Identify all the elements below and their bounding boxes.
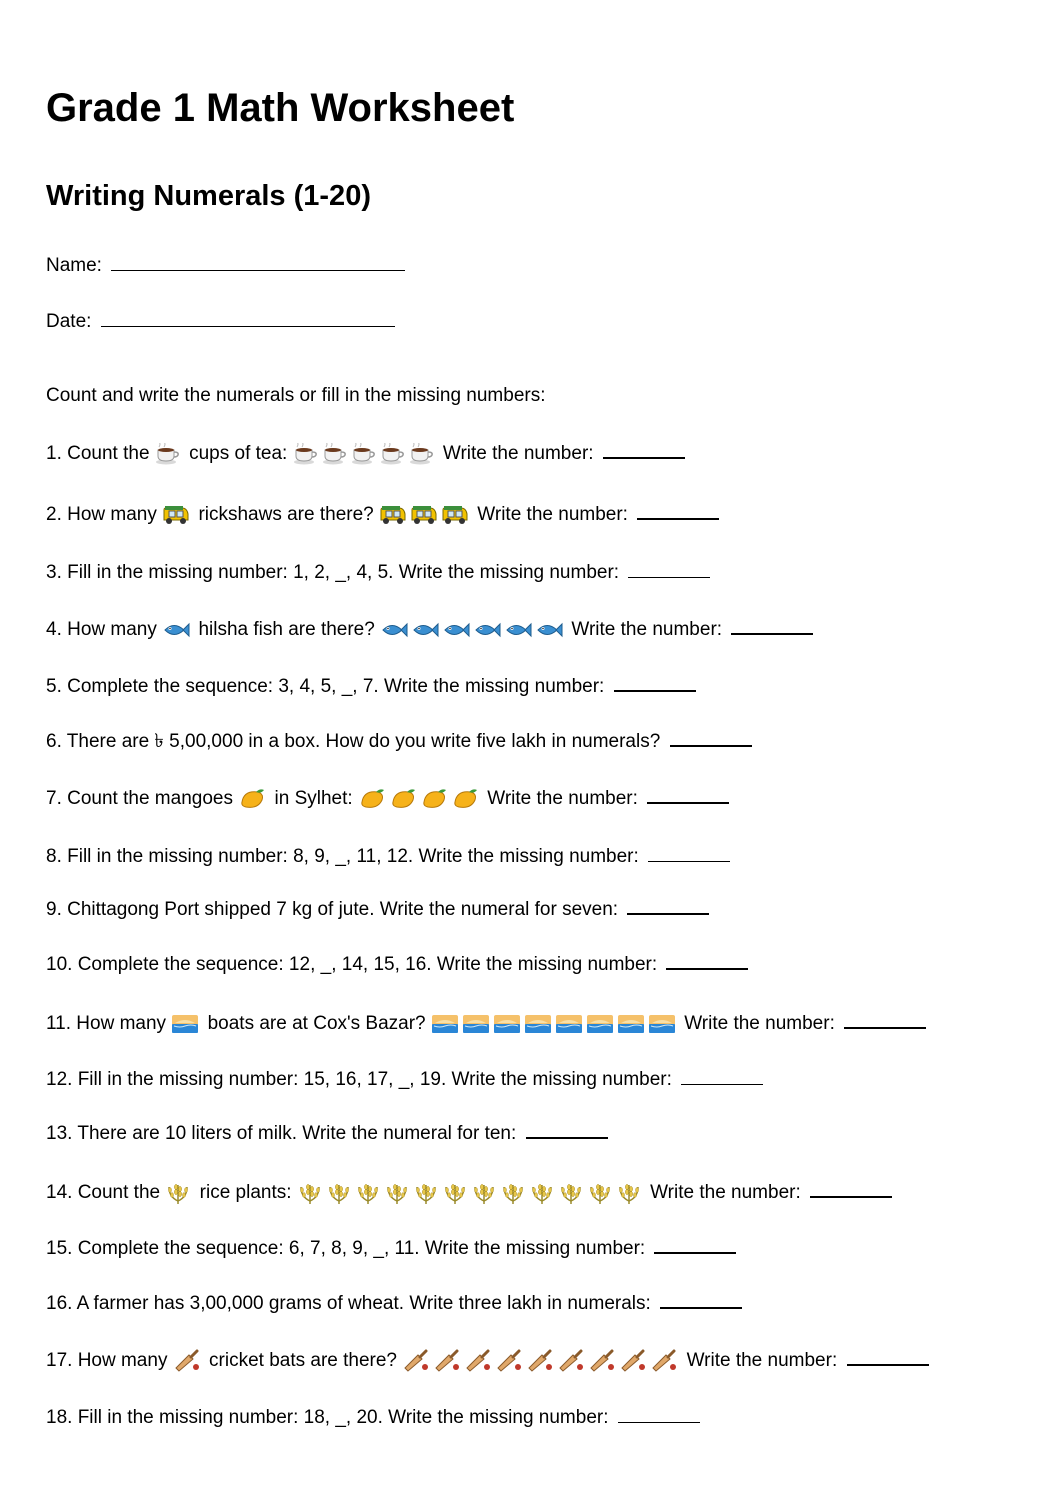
date-field-row bbox=[46, 309, 395, 335]
tea-cup-icon bbox=[380, 443, 406, 465]
fish-icon bbox=[380, 620, 408, 640]
question-text: 8. Fill in the missing number: 8, 9, _, 11, 12. Write the missing number: bbox=[46, 846, 639, 867]
rice-plant-icon bbox=[616, 1181, 642, 1205]
answer-blank[interactable] bbox=[627, 899, 709, 915]
question-4 bbox=[46, 617, 813, 643]
question-text: 18. Fill in the missing number: 18, _, 20. Write the missing number: bbox=[46, 1407, 609, 1428]
cricket-bat-icon bbox=[433, 1349, 461, 1373]
question-text-start: 11. How many bbox=[46, 1013, 167, 1035]
question-text-mid: rice plants: bbox=[199, 1182, 292, 1204]
question-14 bbox=[46, 1180, 892, 1206]
question-text: 12. Fill in the missing number: 15, 16, 17, _, 19. Write the missing number: bbox=[46, 1069, 672, 1090]
sunrise-boat-icon bbox=[171, 1013, 199, 1035]
date-field[interactable] bbox=[101, 310, 395, 327]
question-16 bbox=[46, 1291, 742, 1317]
fish-icon bbox=[442, 620, 470, 640]
fish-icon bbox=[535, 620, 563, 640]
question-10 bbox=[46, 952, 748, 978]
rice-plant-icon bbox=[297, 1181, 323, 1205]
answer-blank[interactable] bbox=[603, 443, 685, 459]
cricket-bat-icon bbox=[588, 1349, 616, 1373]
cricket-bat-icon bbox=[173, 1349, 201, 1373]
page-title: Grade 1 Math Worksheet bbox=[46, 86, 515, 130]
fish-icon bbox=[504, 620, 532, 640]
icon-group bbox=[431, 1011, 679, 1037]
icon-group bbox=[380, 617, 566, 643]
answer-blank[interactable] bbox=[660, 1293, 742, 1309]
sunrise-boat-icon bbox=[648, 1013, 676, 1035]
answer-blank[interactable] bbox=[844, 1013, 926, 1029]
auto-rickshaw-icon bbox=[162, 504, 190, 526]
question-text-mid: rickshaws are there? bbox=[198, 504, 374, 526]
question-8 bbox=[46, 844, 730, 870]
sunrise-boat-icon bbox=[493, 1013, 521, 1035]
question-text-mid: boats are at Cox's Bazar? bbox=[207, 1013, 426, 1035]
answer-blank[interactable] bbox=[614, 676, 696, 692]
sunrise-boat-icon bbox=[462, 1013, 490, 1035]
answer-blank[interactable] bbox=[731, 619, 813, 635]
answer-blank[interactable] bbox=[647, 788, 729, 804]
mango-icon bbox=[389, 788, 417, 810]
icon-group bbox=[358, 786, 482, 812]
question-text: 5. Complete the sequence: 3, 4, 5, _, 7. Write the missing number: bbox=[46, 676, 605, 697]
question-text: 10. Complete the sequence: 12, _, 14, 15, 16. Write the missing number: bbox=[46, 954, 658, 975]
question-text-start: 7. Count the mangoes bbox=[46, 788, 233, 810]
question-text-end: Write the number: bbox=[487, 788, 638, 810]
question-3 bbox=[46, 560, 710, 586]
question-text-start: 2. How many bbox=[46, 504, 157, 526]
name-label: Name: bbox=[46, 255, 102, 276]
rice-plant-icon bbox=[165, 1181, 191, 1205]
mango-icon bbox=[238, 788, 266, 810]
answer-blank[interactable] bbox=[654, 1238, 736, 1254]
answer-blank[interactable] bbox=[681, 1070, 763, 1085]
instructions: Count and write the numerals or fill in the missing numbers: bbox=[46, 385, 546, 406]
rice-plant-icon bbox=[500, 1181, 526, 1205]
date-label: Date: bbox=[46, 311, 92, 332]
cricket-bat-icon bbox=[526, 1349, 554, 1373]
question-text-start: 1. Count the bbox=[46, 443, 150, 465]
answer-blank[interactable] bbox=[648, 847, 730, 862]
cricket-bat-icon bbox=[557, 1349, 585, 1373]
rice-plant-icon bbox=[355, 1181, 381, 1205]
question-text: 16. A farmer has 3,00,000 grams of wheat. Write three lakh in numerals: bbox=[46, 1293, 651, 1314]
sunrise-boat-icon bbox=[586, 1013, 614, 1035]
answer-blank[interactable] bbox=[526, 1123, 608, 1139]
fish-icon bbox=[473, 620, 501, 640]
mango-icon bbox=[358, 788, 386, 810]
auto-rickshaw-icon bbox=[379, 504, 407, 526]
answer-blank[interactable] bbox=[847, 1350, 929, 1366]
question-text-start: 4. How many bbox=[46, 619, 157, 641]
question-11 bbox=[46, 1011, 926, 1037]
rice-plant-icon bbox=[529, 1181, 555, 1205]
rice-plant-icon bbox=[413, 1181, 439, 1205]
question-text: 3. Fill in the missing number: 1, 2, _, 4, 5. Write the missing number: bbox=[46, 562, 620, 583]
auto-rickshaw-icon bbox=[441, 504, 469, 526]
question-1 bbox=[46, 441, 685, 467]
question-9 bbox=[46, 897, 709, 923]
question-text: 9. Chittagong Port shipped 7 kg of jute. Write the numeral for seven: bbox=[46, 899, 619, 920]
question-text: 15. Complete the sequence: 6, 7, 8, 9, _, 11. Write the missing number: bbox=[46, 1238, 646, 1259]
sunrise-boat-icon bbox=[524, 1013, 552, 1035]
question-text-mid: hilsha fish are there? bbox=[198, 619, 375, 641]
question-6 bbox=[46, 729, 752, 755]
answer-blank[interactable] bbox=[810, 1182, 892, 1198]
rice-plant-icon bbox=[442, 1181, 468, 1205]
question-12 bbox=[46, 1067, 763, 1093]
rice-plant-icon bbox=[326, 1181, 352, 1205]
fish-icon bbox=[162, 620, 190, 640]
question-text: 13. There are 10 liters of milk. Write the numeral for ten: bbox=[46, 1123, 517, 1144]
tea-cup-icon bbox=[155, 443, 181, 465]
question-text-start: 17. How many bbox=[46, 1350, 168, 1372]
question-2 bbox=[46, 502, 719, 528]
name-field[interactable] bbox=[111, 254, 405, 271]
page-subtitle: Writing Numerals (1-20) bbox=[46, 180, 371, 212]
tea-cup-icon bbox=[322, 443, 348, 465]
question-text-end: Write the number: bbox=[477, 504, 628, 526]
mango-icon bbox=[420, 788, 448, 810]
question-text-end: Write the number: bbox=[571, 619, 723, 641]
question-text-end: Write the number: bbox=[442, 443, 594, 465]
sunrise-boat-icon bbox=[431, 1013, 459, 1035]
question-text-start: 14. Count the bbox=[46, 1182, 161, 1204]
name-field-row bbox=[46, 253, 405, 279]
question-text-mid: in Sylhet: bbox=[274, 788, 353, 810]
question-text-mid: cups of tea: bbox=[189, 443, 288, 465]
answer-blank[interactable] bbox=[628, 563, 710, 578]
auto-rickshaw-icon bbox=[410, 504, 438, 526]
cricket-bat-icon bbox=[650, 1349, 678, 1373]
answer-blank[interactable] bbox=[666, 954, 748, 970]
sunrise-boat-icon bbox=[617, 1013, 645, 1035]
cricket-bat-icon bbox=[495, 1349, 523, 1373]
icon-group bbox=[297, 1180, 645, 1206]
question-text-mid: cricket bats are there? bbox=[209, 1350, 397, 1372]
rice-plant-icon bbox=[558, 1181, 584, 1205]
tea-cup-icon bbox=[293, 443, 319, 465]
cricket-bat-icon bbox=[619, 1349, 647, 1373]
question-7 bbox=[46, 786, 729, 812]
question-text: 6. There are ৳ 5,00,000 in a box. How do you write five lakh in numerals? bbox=[46, 731, 661, 752]
question-17 bbox=[46, 1348, 929, 1374]
question-15 bbox=[46, 1236, 736, 1262]
question-13 bbox=[46, 1121, 608, 1147]
answer-blank[interactable] bbox=[618, 1408, 700, 1423]
answer-blank[interactable] bbox=[670, 731, 752, 747]
mango-icon bbox=[451, 788, 479, 810]
tea-cup-icon bbox=[351, 443, 377, 465]
sunrise-boat-icon bbox=[555, 1013, 583, 1035]
question-5 bbox=[46, 674, 696, 700]
tea-cup-icon bbox=[409, 443, 435, 465]
question-text-end: Write the number: bbox=[684, 1013, 835, 1035]
rice-plant-icon bbox=[471, 1181, 497, 1205]
fish-icon bbox=[411, 620, 439, 640]
answer-blank[interactable] bbox=[637, 504, 719, 520]
rice-plant-icon bbox=[384, 1181, 410, 1205]
cricket-bat-icon bbox=[464, 1349, 492, 1373]
rice-plant-icon bbox=[587, 1181, 613, 1205]
cricket-bat-icon bbox=[402, 1349, 430, 1373]
icon-group bbox=[379, 502, 472, 528]
question-text-end: Write the number: bbox=[650, 1182, 801, 1204]
question-18 bbox=[46, 1405, 700, 1431]
icon-group bbox=[402, 1348, 681, 1374]
question-text-end: Write the number: bbox=[686, 1350, 838, 1372]
icon-group bbox=[293, 441, 438, 467]
